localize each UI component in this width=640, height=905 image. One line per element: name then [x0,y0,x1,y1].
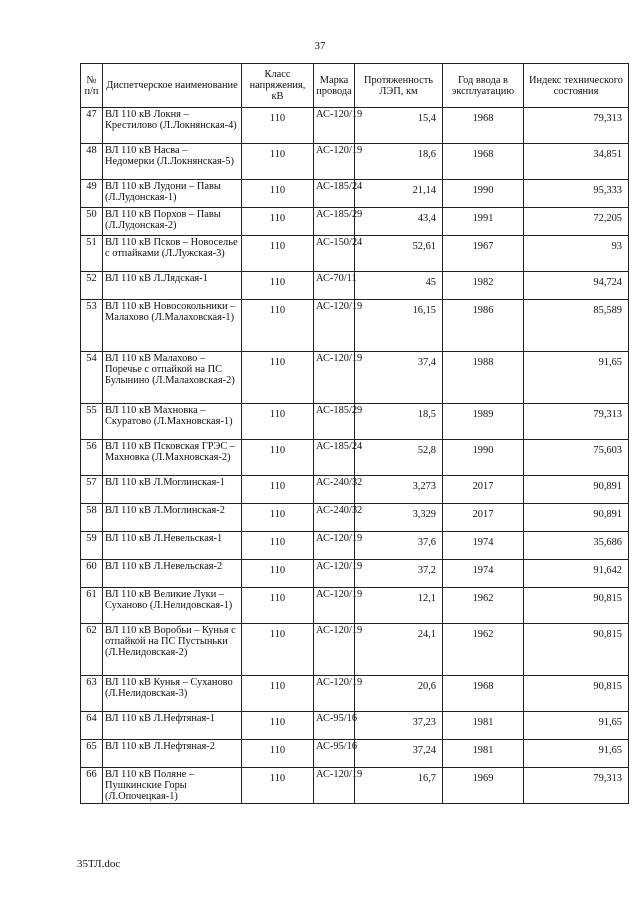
cell-index: 94,724 [524,272,629,300]
cell-num: 60 [81,560,103,588]
cell-voltage: 110 [242,624,314,676]
header-length: Протяженность ЛЭП, км [355,64,443,108]
cell-num: 64 [81,712,103,740]
cell-year: 1968 [443,676,524,712]
cell-length: 3,273 [355,476,443,504]
cell-index: 75,603 [524,440,629,476]
cell-wire: АС-120/19 [314,676,355,712]
cell-voltage: 110 [242,768,314,804]
table-row [81,208,629,236]
cell-voltage: 110 [242,440,314,476]
cell-voltage: 110 [242,404,314,440]
cell-voltage: 110 [242,504,314,532]
power-lines-table [80,63,629,804]
cell-year: 1990 [443,180,524,208]
cell-length: 16,7 [355,768,443,804]
cell-wire: АС-185/29 [314,208,355,236]
cell-length: 52,8 [355,440,443,476]
cell-wire: АС-120/19 [314,108,355,144]
table-row [81,768,629,804]
cell-length: 3,329 [355,504,443,532]
cell-name: ВЛ 110 кВ Насва – Недомерки (Л.Локнянская-5) [103,144,242,180]
cell-index: 91,642 [524,560,629,588]
cell-wire: АС-120/19 [314,352,355,404]
cell-wire: АС-185/24 [314,180,355,208]
cell-year: 1988 [443,352,524,404]
table-row [81,532,629,560]
cell-wire: АС-120/19 [314,532,355,560]
cell-wire: АС-70/11 [314,272,355,300]
table-row [81,180,629,208]
header-num: № п/п [81,64,103,108]
cell-length: 12,1 [355,588,443,624]
header-year: Год ввода в эксплуатацию [443,64,524,108]
cell-num: 49 [81,180,103,208]
cell-index: 35,686 [524,532,629,560]
table-row [81,740,629,768]
cell-wire: АС-240/32 [314,504,355,532]
cell-index: 79,313 [524,768,629,804]
cell-year: 1968 [443,144,524,180]
cell-year: 1981 [443,740,524,768]
table-row [81,676,629,712]
cell-num: 55 [81,404,103,440]
cell-index: 72,205 [524,208,629,236]
table-row [81,300,629,352]
cell-name: ВЛ 110 кВ Новосокольники – Малахово (Л.Малаховская-1) [103,300,242,352]
cell-name: ВЛ 110 кВ Л.Нефтяная-2 [103,740,242,768]
table-row [81,712,629,740]
cell-length: 21,14 [355,180,443,208]
cell-voltage: 110 [242,712,314,740]
cell-name: ВЛ 110 кВ Локня – Крестилово (Л.Локнянская-4) [103,108,242,144]
table-row [81,504,629,532]
cell-name: ВЛ 110 кВ Л.Моглинская-1 [103,476,242,504]
cell-index: 90,891 [524,476,629,504]
cell-num: 48 [81,144,103,180]
document-filename: 35ТЛ.doc [77,858,121,870]
cell-year: 1968 [443,108,524,144]
cell-length: 18,6 [355,144,443,180]
cell-wire: АС-120/19 [314,144,355,180]
table-row [81,588,629,624]
cell-length: 43,4 [355,208,443,236]
cell-year: 1974 [443,560,524,588]
cell-index: 91,65 [524,712,629,740]
cell-voltage: 110 [242,476,314,504]
cell-year: 1969 [443,768,524,804]
cell-wire: АС-120/19 [314,300,355,352]
cell-year: 1982 [443,272,524,300]
cell-wire: АС-95/16 [314,740,355,768]
cell-wire: АС-185/29 [314,404,355,440]
cell-year: 1962 [443,624,524,676]
cell-num: 52 [81,272,103,300]
cell-num: 47 [81,108,103,144]
header-index: Индекс технического состояния [524,64,629,108]
cell-name: ВЛ 110 кВ Лудони – Павы (Л.Лудонская-1) [103,180,242,208]
cell-index: 91,65 [524,740,629,768]
cell-num: 65 [81,740,103,768]
cell-index: 90,815 [524,624,629,676]
cell-index: 93 [524,236,629,272]
cell-length: 18,5 [355,404,443,440]
cell-voltage: 110 [242,108,314,144]
cell-index: 79,313 [524,108,629,144]
cell-wire: АС-120/19 [314,560,355,588]
cell-length: 20,6 [355,676,443,712]
cell-length: 37,2 [355,560,443,588]
cell-voltage: 110 [242,588,314,624]
cell-wire: АС-120/19 [314,768,355,804]
cell-voltage: 110 [242,676,314,712]
table-row [81,108,629,144]
table-row [81,440,629,476]
cell-wire: АС-120/19 [314,624,355,676]
cell-name: ВЛ 110 кВ Псков – Новоселье с отпайками (Л.Лужская-3) [103,236,242,272]
cell-name: ВЛ 110 кВ Воробьи – Кунья с отпайкой на ПС Пустыньки (Л.Нелидовская-2) [103,624,242,676]
cell-length: 24,1 [355,624,443,676]
cell-length: 45 [355,272,443,300]
cell-voltage: 110 [242,236,314,272]
cell-index: 90,815 [524,588,629,624]
cell-year: 1981 [443,712,524,740]
table-row [81,476,629,504]
cell-voltage: 110 [242,352,314,404]
cell-voltage: 110 [242,300,314,352]
table-row [81,144,629,180]
cell-name: ВЛ 110 кВ Малахово – Поречье с отпайкой на ПС Булынино (Л.Малаховская-2) [103,352,242,404]
cell-num: 58 [81,504,103,532]
table-body [81,108,629,804]
header-voltage: Класс напряжения, кВ [242,64,314,108]
cell-num: 61 [81,588,103,624]
cell-name: ВЛ 110 кВ Кунья – Суханово (Л.Нелидовская-3) [103,676,242,712]
cell-wire: АС-240/32 [314,476,355,504]
table-row [81,272,629,300]
cell-length: 37,4 [355,352,443,404]
cell-name: ВЛ 110 кВ Великие Луки – Суханово (Л.Нелидовская-1) [103,588,242,624]
cell-length: 37,24 [355,740,443,768]
cell-year: 1962 [443,588,524,624]
cell-index: 95,333 [524,180,629,208]
cell-voltage: 110 [242,560,314,588]
cell-name: ВЛ 110 кВ Л.Нефтяная-1 [103,712,242,740]
cell-voltage: 110 [242,144,314,180]
cell-num: 54 [81,352,103,404]
cell-voltage: 110 [242,740,314,768]
table-row [81,560,629,588]
cell-index: 91,65 [524,352,629,404]
header-name: Диспетчерское наименование [103,64,242,108]
cell-year: 2017 [443,476,524,504]
cell-wire: АС-120/19 [314,588,355,624]
cell-year: 2017 [443,504,524,532]
cell-num: 50 [81,208,103,236]
cell-wire: АС-150/24 [314,236,355,272]
cell-num: 63 [81,676,103,712]
cell-year: 1989 [443,404,524,440]
cell-num: 66 [81,768,103,804]
cell-num: 53 [81,300,103,352]
table-row [81,236,629,272]
cell-name: ВЛ 110 кВ Л.Невельская-2 [103,560,242,588]
cell-name: ВЛ 110 кВ Л.Невельская-1 [103,532,242,560]
cell-num: 57 [81,476,103,504]
page-number: 37 [314,40,326,52]
cell-year: 1991 [443,208,524,236]
cell-length: 15,4 [355,108,443,144]
table-row [81,404,629,440]
cell-year: 1990 [443,440,524,476]
cell-index: 90,815 [524,676,629,712]
cell-length: 52,61 [355,236,443,272]
cell-num: 56 [81,440,103,476]
cell-length: 37,23 [355,712,443,740]
table-row [81,624,629,676]
cell-year: 1967 [443,236,524,272]
table-row [81,352,629,404]
header-wire: Марка провода [314,64,355,108]
cell-length: 37,6 [355,532,443,560]
cell-wire: АС-95/16 [314,712,355,740]
cell-num: 59 [81,532,103,560]
cell-index: 34,851 [524,144,629,180]
cell-voltage: 110 [242,272,314,300]
table-header-row [81,64,629,108]
cell-name: ВЛ 110 кВ Л.Моглинская-2 [103,504,242,532]
cell-voltage: 110 [242,180,314,208]
cell-year: 1986 [443,300,524,352]
cell-voltage: 110 [242,208,314,236]
cell-name: ВЛ 110 кВ Порхов – Павы (Л.Лудонская-2) [103,208,242,236]
cell-name: ВЛ 110 кВ Псковская ГРЭС – Махновка (Л.Махновская-2) [103,440,242,476]
cell-name: ВЛ 110 кВ Л.Лядская-1 [103,272,242,300]
cell-num: 62 [81,624,103,676]
cell-voltage: 110 [242,532,314,560]
cell-name: ВЛ 110 кВ Махновка – Скуратово (Л.Махновская-1) [103,404,242,440]
cell-index: 85,589 [524,300,629,352]
cell-num: 51 [81,236,103,272]
cell-length: 16,15 [355,300,443,352]
cell-index: 90,891 [524,504,629,532]
cell-wire: АС-185/24 [314,440,355,476]
cell-year: 1974 [443,532,524,560]
cell-index: 79,313 [524,404,629,440]
cell-name: ВЛ 110 кВ Поляне – Пушкинские Горы (Л.Опочецкая-1) [103,768,242,804]
